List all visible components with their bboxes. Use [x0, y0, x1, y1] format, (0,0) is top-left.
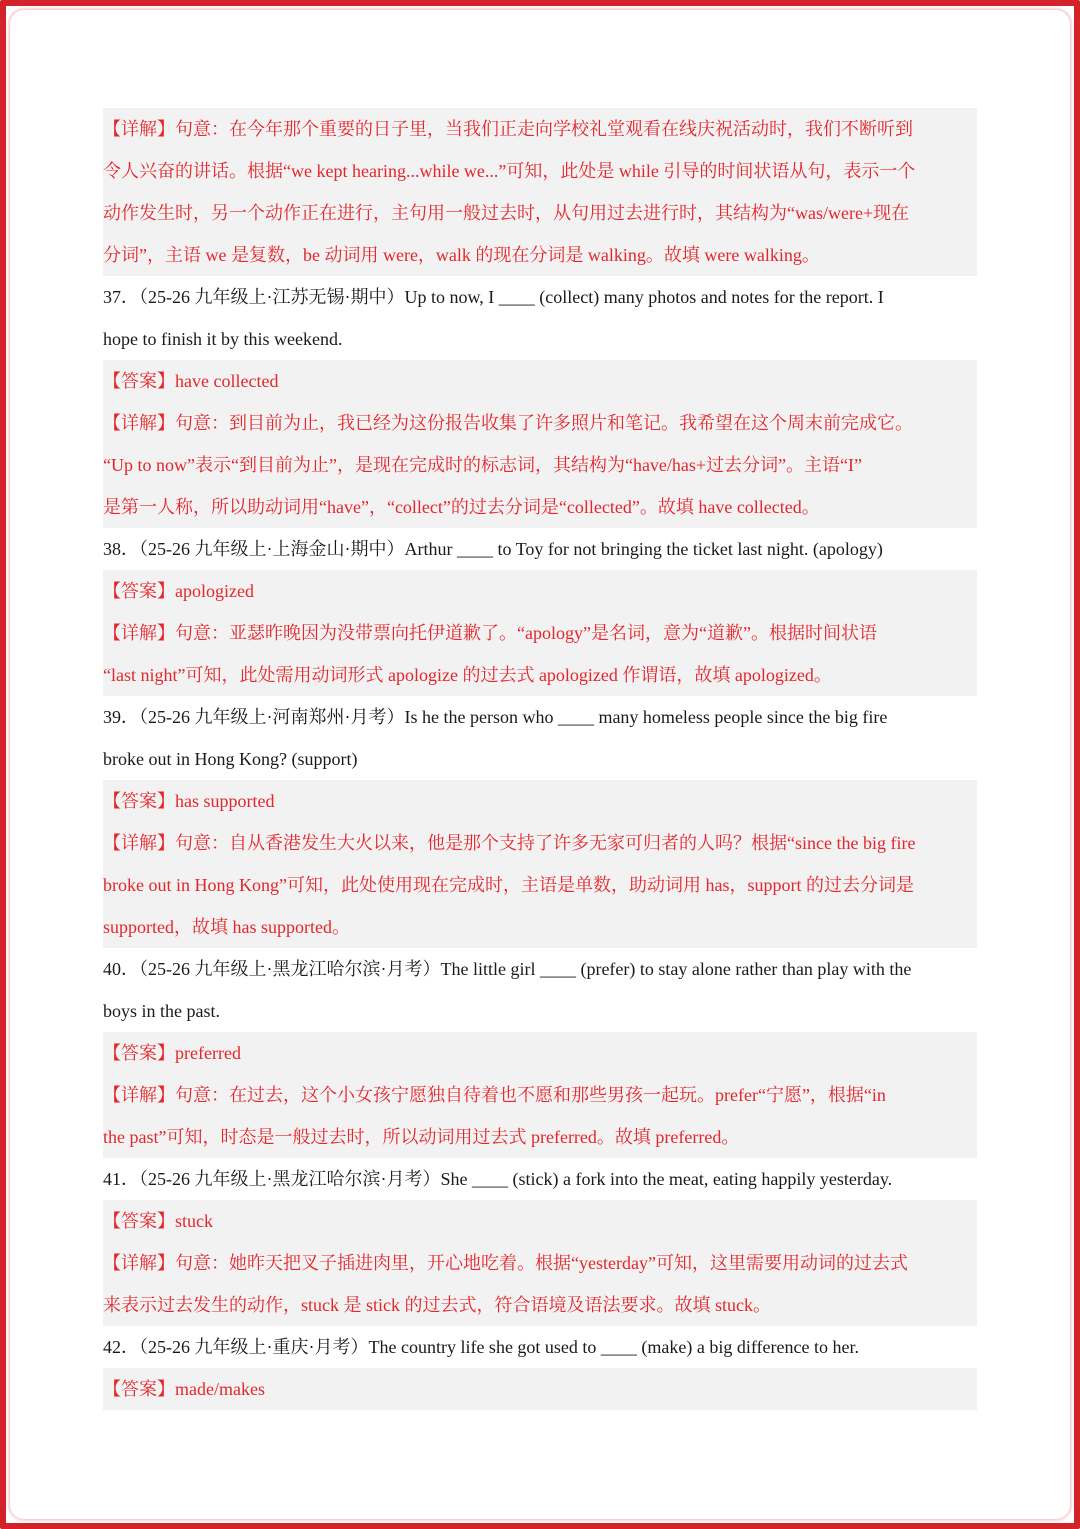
detail-line: 来表示过去发生的动作，stuck 是 stick 的过去式，符合语境及语法要求。故填 stuck。	[103, 1295, 771, 1315]
detail-line: 【详解】句意：到目前为止，我已经为这份报告收集了许多照片和笔记。我希望在这个周末前完成它。	[103, 413, 913, 433]
answer-block-38	[103, 570, 977, 696]
question-line: 42．（25-26 九年级上·重庆·月考）The country life she got used to ____ (make) a big difference to her.	[103, 1337, 859, 1357]
question-37	[103, 276, 977, 360]
answer-block-42	[103, 1368, 977, 1410]
detail-line: 是第一人称，所以助动词用“have”，“collect”的过去分词是“collected”。故填 have collected。	[103, 497, 820, 517]
question-line: 38．（25-26 九年级上·上海金山·期中）Arthur ____ to Toy for not bringing the ticket last night. (apology)	[103, 539, 883, 559]
detail-line: the past”可知，时态是一般过去时，所以动词用过去式 preferred。故填 preferred。	[103, 1127, 740, 1147]
question-line: 41．（25-26 九年级上·黑龙江哈尔滨·月考）She ____ (stick) a fork into the meat, eating happily yesterday.	[103, 1169, 893, 1189]
question-line: 37．（25-26 九年级上·江苏无锡·期中）Up to now, I ____ (collect) many photos and notes for the report. I	[103, 287, 884, 307]
detail-line: 【详解】句意：在过去，这个小女孩宁愿独自待着也不愿和那些男孩一起玩。prefer“宁愿”，根据“in	[103, 1085, 886, 1105]
answer-line: 【答案】have collected	[103, 371, 279, 391]
detail-line: supported，故填 has supported。	[103, 917, 350, 937]
answer-line: 【答案】preferred	[103, 1043, 241, 1063]
document-content	[103, 108, 977, 1410]
answer-line: 【答案】stuck	[103, 1211, 213, 1231]
detail-line: “Up to now”表示“到目前为止”，是现在完成时的标志词，其结构为“have/has+过去分词”。主语“I”	[103, 455, 863, 475]
text-line: 令人兴奋的讲话。根据“we kept hearing...while we...”可知，此处是 while 引导的时间状语从句，表示一个	[103, 161, 916, 181]
question-38	[103, 528, 977, 570]
question-line: hope to finish it by this weekend.	[103, 329, 343, 349]
question-line: 40．（25-26 九年级上·黑龙江哈尔滨·月考）The little girl ____ (prefer) to stay alone rather than play with the	[103, 959, 912, 979]
question-line: boys in the past.	[103, 1001, 220, 1021]
answer-block-41	[103, 1200, 977, 1326]
detail-line: 【详解】句意：亚瑟昨晚因为没带票向托伊道歉了。“apology”是名词，意为“道歉”。根据时间状语	[103, 623, 877, 643]
question-line: broke out in Hong Kong? (support)	[103, 749, 358, 769]
text-line: 【详解】句意：在今年那个重要的日子里，当我们正走向学校礼堂观看在线庆祝活动时，我们不断听到	[103, 119, 913, 139]
answer-block-39	[103, 780, 977, 948]
answer-block-40	[103, 1032, 977, 1158]
answer-line: 【答案】made/makes	[103, 1379, 265, 1399]
question-40	[103, 948, 977, 1032]
detail-block	[103, 108, 977, 276]
question-41	[103, 1158, 977, 1200]
answer-block-37	[103, 360, 977, 528]
question-line: 39．（25-26 九年级上·河南郑州·月考）Is he the person who ____ many homeless people since the big fire	[103, 707, 888, 727]
answer-line: 【答案】has supported	[103, 791, 275, 811]
detail-line: 【详解】句意：自从香港发生大火以来，他是那个支持了许多无家可归者的人吗？根据“since the big fire	[103, 833, 916, 853]
answer-line: 【答案】apologized	[103, 581, 254, 601]
text-line: 分词”，主语 we 是复数，be 动词用 were，walk 的现在分词是 walking。故填 were walking。	[103, 245, 820, 265]
detail-line: broke out in Hong Kong”可知，此处使用现在完成时，主语是单数，助动词用 has，support 的过去分词是	[103, 875, 914, 895]
question-42	[103, 1326, 977, 1368]
detail-line: 【详解】句意：她昨天把叉子插进肉里，开心地吃着。根据“yesterday”可知，这里需要用动词的过去式	[103, 1253, 908, 1273]
question-39	[103, 696, 977, 780]
text-line: 动作发生时，另一个动作正在进行，主句用一般过去时，从句用过去进行时，其结构为“was/were+现在	[103, 203, 910, 223]
detail-line: “last night”可知，此处需用动词形式 apologize 的过去式 apologized 作谓语，故填 apologized。	[103, 665, 832, 685]
